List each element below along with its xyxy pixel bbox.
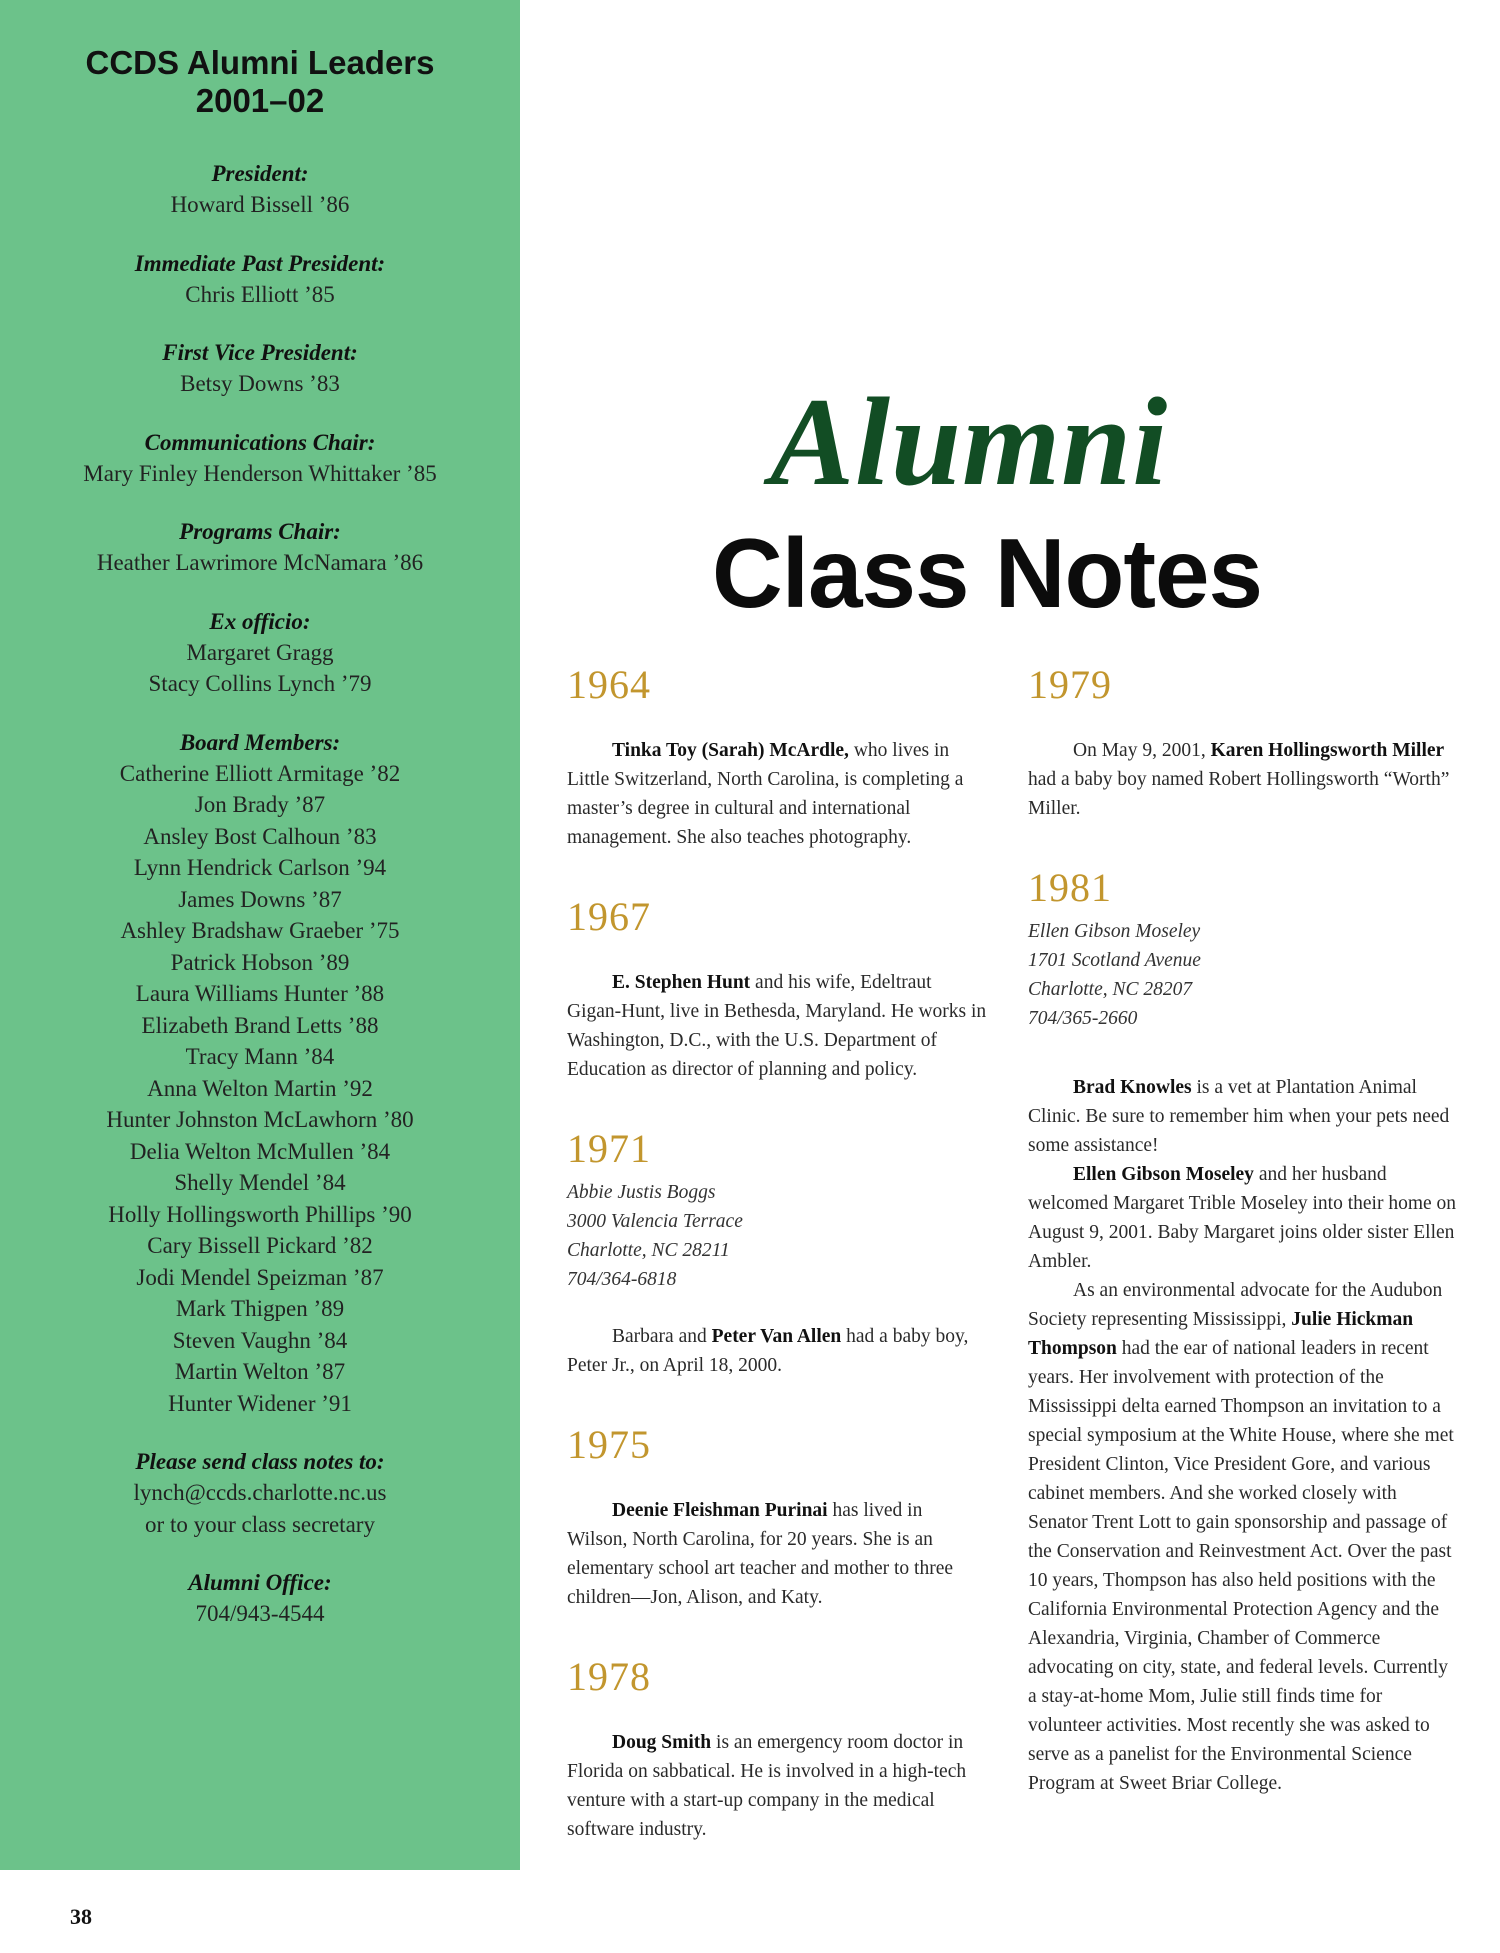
leader-name: Jodi Mendel Speizman ’87	[136, 1264, 384, 1290]
note-1981-knowles: Brad Knowles is a vet at Plantation Animal Clinic. Be sure to remember him when your pets need some assistance!	[1028, 1077, 1450, 1156]
leader-name: Laura Williams Hunter ’88	[135, 981, 385, 1006]
leader-name: Howard Bissell ’86	[170, 192, 350, 217]
leader-name: Shelly Mendel ’84	[174, 1170, 346, 1195]
role-label: First Vice President:	[162, 340, 358, 365]
sidebar-title	[0, 44, 520, 120]
leader-name: Catherine Elliott Armitage ’82	[119, 760, 401, 786]
leader-name: Elizabeth Brand Letts ’88	[141, 1012, 379, 1038]
year-heading-1981: 1981	[1028, 865, 1112, 910]
leader-name: Patrick Hobson ’89	[170, 949, 350, 975]
alumnus-name: Ellen Gibson Moseley	[1073, 1164, 1254, 1185]
notes-column-left	[567, 660, 987, 1844]
year-heading-1978: 1978	[567, 1654, 651, 1699]
leader-name: Cary Bissell Pickard ’82	[147, 1233, 373, 1258]
alumnus-name: Brad Knowles	[1073, 1077, 1192, 1098]
leader-name: Chris Elliott ’85	[185, 281, 335, 307]
note-1979: On May 9, 2001, Karen Hollingsworth Miller had a baby boy named Robert Hollingsworth “Worth” Miller.	[1028, 740, 1450, 819]
sidebar-title-line1: CCDS Alumni Leaders	[85, 44, 435, 81]
leader-group	[0, 606, 520, 700]
sidebar-roster	[0, 158, 520, 1657]
leader-name: Ansley Bost Calhoun ’83	[143, 823, 377, 849]
class-secretary-1981: Ellen Gibson Moseley 1701 Scotland Avenue Charlotte, NC 28207 704/365-2660	[1028, 921, 1201, 1029]
role-label: Alumni Office:	[188, 1570, 332, 1595]
note-1981-moseley: Ellen Gibson Moseley and her husband welcomed Margaret Trible Moseley into their home on August 9, 2001. Baby Margaret joins older sister Ellen Ambler.	[1028, 1164, 1457, 1272]
note-1964: Tinka Toy (Sarah) McArdle, who lives in Little Switzerland, North Carolina, is completing a master’s degree in cultural and international management. She also teaches photography.	[567, 740, 964, 848]
leader-name: Heather Lawrimore McNamara ’86	[96, 550, 424, 575]
leader-group	[0, 158, 520, 221]
role-label: Ex officio:	[209, 608, 311, 634]
role-label: Communications Chair:	[144, 429, 376, 455]
leader-name: Tracy Mann ’84	[185, 1044, 335, 1069]
page-title-alumni: Alumni	[770, 373, 1169, 512]
alumnus-name: Peter Van Allen	[711, 1326, 842, 1347]
leader-group	[0, 248, 520, 311]
year-heading-1967: 1967	[567, 894, 651, 939]
role-label: Programs Chair:	[179, 519, 341, 544]
year-heading-1979: 1979	[1028, 662, 1112, 707]
alumnus-name: Julie Hickman Thompson	[1028, 1309, 1414, 1359]
alumnus-name: Doug Smith	[612, 1732, 712, 1753]
leader-name: Mary Finley Henderson Whittaker ’85	[83, 460, 437, 486]
leader-name: Jon Brady ’87	[194, 792, 326, 817]
leader-name: James Downs ’87	[178, 886, 342, 912]
leader-name: Hunter Johnston McLawhorn ’80	[106, 1107, 414, 1132]
leader-name: Mark Thigpen ’89	[175, 1296, 345, 1321]
leader-name: Stacy Collins Lynch ’79	[148, 671, 372, 696]
leader-name: Martin Welton ’87	[174, 1359, 346, 1384]
note-1978: Doug Smith is an emergency room doctor in Florida on sabbatical. He is involved in a high-tech venture with a start-up company in the medical software industry.	[567, 1732, 967, 1840]
role-label: President:	[211, 161, 309, 186]
role-label: Please send class notes to:	[135, 1449, 385, 1474]
leader-group	[0, 1567, 520, 1630]
leader-name: or to your class secretary	[145, 1511, 375, 1537]
leader-group	[0, 1446, 520, 1540]
note-1967: E. Stephen Hunt and his wife, Edeltraut Gigan-Hunt, live in Bethesda, Maryland. He works in Washington, D.C., with the U.S. Department of Education as director of planning and policy.	[567, 972, 987, 1080]
leader-name: Lynn Hendrick Carlson ’94	[133, 855, 387, 880]
class-secretary-1971: Abbie Justis Boggs 3000 Valencia Terrace Charlotte, NC 28211 704/364-6818	[567, 1182, 743, 1290]
alumni-leaders-sidebar	[0, 0, 520, 1870]
leader-name: Ashley Bradshaw Graeber ’75	[120, 918, 400, 943]
alumnus-name: Tinka Toy (Sarah) McArdle,	[612, 740, 849, 761]
page-title-class-notes: Class Notes	[712, 518, 1263, 628]
leader-group	[0, 337, 520, 400]
leader-name: Holly Hollingsworth Phillips ’90	[108, 1201, 412, 1227]
leader-name: Hunter Widener ’91	[168, 1390, 352, 1416]
note-1981-thompson: As an environmental advocate for the Audubon Society representing Mississippi, Julie Hickman Thompson had the ear of national leaders in recent years. Her involvement with protection of the Mississippi delta earned Thompson an invitation to a special symposium at the White House, where she met President Clinton, Vice President Gore, and various cabinet members. And she worked closely with Senator Trent Lott to gain sponsorship and passage of the Conservation and Reinvestment Act. Over the past 10 years, Thompson has also held positions with the California Environmental Protection Agency and the Alexandria, Virginia, Chamber of Commerce advocating on city, state, and federal levels. Currently a stay-at-home Mom, Julie still finds time for volunteer activities. Most recently she was asked to serve as a panelist for the Environmental Science Program at Sweet Briar College.	[1028, 1280, 1454, 1794]
alumnus-name: Karen Hollingsworth Miller	[1210, 740, 1445, 761]
page-number: 38	[70, 1904, 92, 1929]
year-heading-1964: 1964	[567, 662, 651, 707]
leader-group	[0, 516, 520, 579]
leader-name: lynch@ccds.charlotte.nc.us	[133, 1480, 387, 1505]
note-1975: Deenie Fleishman Purinai has lived in Wilson, North Carolina, for 20 years. She is an elementary school art teacher and mother to three children—Jon, Alison, and Katy.	[567, 1500, 954, 1608]
role-label: Immediate Past President:	[134, 250, 386, 276]
note-1971: Barbara and Peter Van Allen had a baby boy, Peter Jr., on April 18, 2000.	[567, 1326, 969, 1376]
sidebar-title-line2: 2001–02	[195, 82, 325, 119]
leader-name: Anna Welton Martin ’92	[147, 1075, 373, 1101]
leader-name: Steven Vaughn ’84	[172, 1327, 348, 1353]
role-label: Board Members:	[179, 729, 341, 755]
leader-group	[0, 427, 520, 490]
leader-name: Margaret Gragg	[186, 639, 334, 665]
leader-name: 704/943-4544	[195, 1601, 325, 1626]
leader-group	[0, 727, 520, 1420]
year-heading-1971: 1971	[567, 1126, 651, 1171]
year-heading-1975: 1975	[567, 1422, 651, 1467]
leader-name: Delia Welton McMullen ’84	[129, 1138, 391, 1164]
leader-name: Betsy Downs ’83	[180, 371, 340, 396]
notes-column-right	[1028, 660, 1458, 1798]
alumnus-name: Deenie Fleishman Purinai	[612, 1500, 828, 1521]
alumnus-name: E. Stephen Hunt	[612, 972, 751, 993]
